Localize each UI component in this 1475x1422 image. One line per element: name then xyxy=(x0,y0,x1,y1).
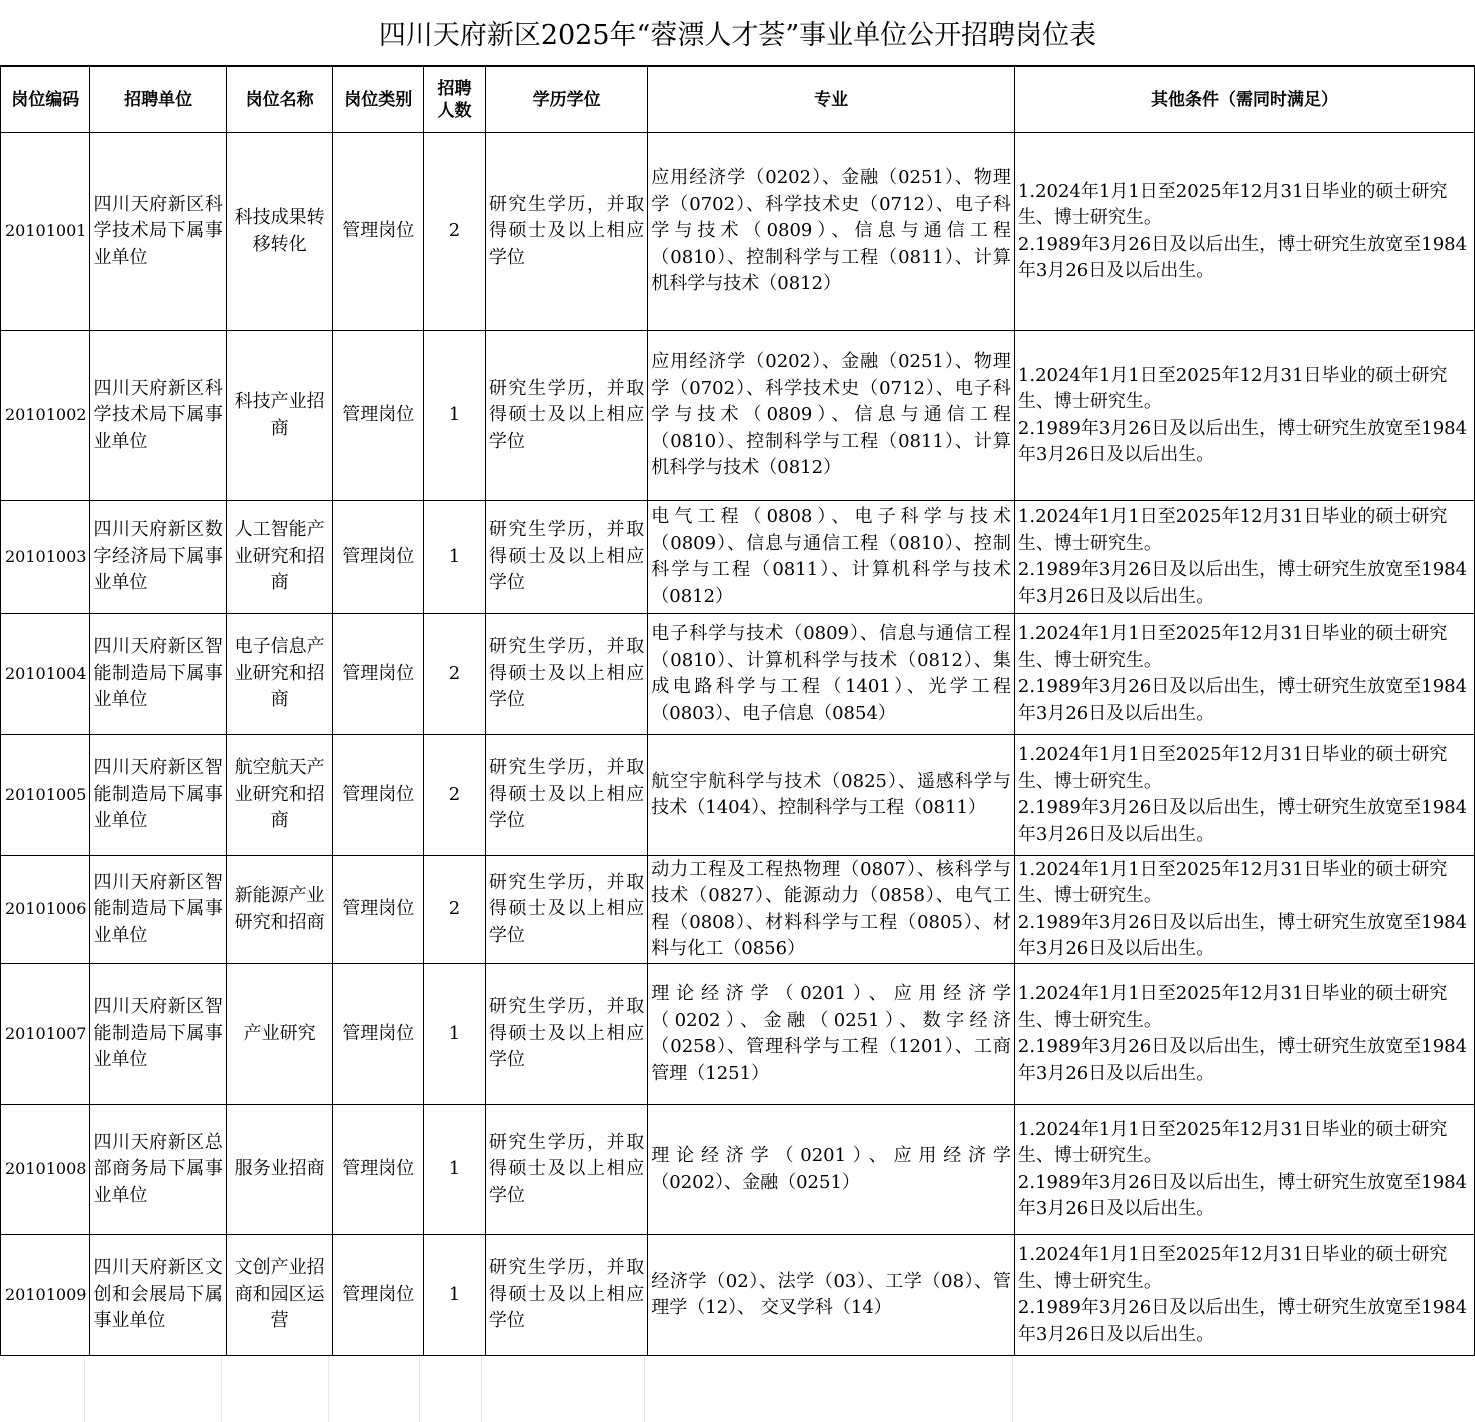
cell-major: 应用经济学（0202）、金融（0251）、物理学（0702）、科学技术史（0712）、电子科学与技术（0809）、信息与通信工程（0810）、控制科学与工程（0811）、计算机科学与技术（0812） xyxy=(648,331,1015,501)
table-row xyxy=(1,856,1475,964)
cell-edu: 研究生学历，并取得硕士及以上相应学位 xyxy=(485,501,647,614)
condition-other2: 2.1989年3月26日及以后出生，博士研究生放宽至1984年3月26日及以后出生。 xyxy=(1017,676,1468,724)
table-row xyxy=(1,1105,1475,1235)
cell-count: 1 xyxy=(424,1105,486,1235)
condition-other2: 2.1989年3月26日及以后出生，博士研究生放宽至1984年3月26日及以后出生。 xyxy=(1017,797,1468,845)
cell-category: 管理岗位 xyxy=(333,1235,424,1356)
cell-count: 2 xyxy=(424,614,486,735)
empty-trailing-row xyxy=(0,1356,1475,1422)
header-edu: 学历学位 xyxy=(485,67,647,133)
cell-category: 管理岗位 xyxy=(333,964,424,1105)
cell-edu: 研究生学历，并取得硕士及以上相应学位 xyxy=(485,964,647,1105)
cell-major: 航空宇航科学与技术（0825）、遥感科学与技术（1404）、控制科学与工程（0811） xyxy=(648,735,1015,856)
cell-code: 20101001 xyxy=(1,133,90,331)
cell-edu: 研究生学历，并取得硕士及以上相应学位 xyxy=(485,331,647,501)
cell-other xyxy=(1014,1235,1474,1356)
cell-major: 电子科学与技术（0809）、信息与通信工程（0810）、计算机科学与技术（0812）、集成电路科学与工程（1401）、光学工程（0803）、电子信息（0854） xyxy=(648,614,1015,735)
condition-other1: 1.2024年1月1日至2025年12月31日毕业的硕士研究生、博士研究生。 xyxy=(1017,180,1448,228)
cell-other xyxy=(1014,1105,1474,1235)
cell-category: 管理岗位 xyxy=(333,331,424,501)
cell-count: 1 xyxy=(424,501,486,614)
condition-other1: 1.2024年1月1日至2025年12月31日毕业的硕士研究生、博士研究生。 xyxy=(1017,744,1448,792)
cell-code: 20101002 xyxy=(1,331,90,501)
cell-unit: 四川天府新区总部商务局下属事业单位 xyxy=(90,1105,226,1235)
cell-category: 管理岗位 xyxy=(333,735,424,856)
cell-code: 20101003 xyxy=(1,501,90,614)
cell-edu: 研究生学历，并取得硕士及以上相应学位 xyxy=(485,856,647,964)
cell-post: 产业研究 xyxy=(226,964,333,1105)
table-row xyxy=(1,964,1475,1105)
header-count-line1: 招聘 xyxy=(437,78,472,99)
table-row xyxy=(1,331,1475,501)
cell-other xyxy=(1014,856,1474,964)
cell-count: 2 xyxy=(424,735,486,856)
cell-category: 管理岗位 xyxy=(333,1105,424,1235)
condition-other1: 1.2024年1月1日至2025年12月31日毕业的硕士研究生、博士研究生。 xyxy=(1017,1118,1448,1166)
cell-count: 2 xyxy=(424,856,486,964)
cell-major: 经济学（02）、法学（03）、工学（08）、管理学（12）、 交叉学科（14） xyxy=(648,1235,1015,1356)
cell-other xyxy=(1014,614,1474,735)
cell-post: 科技产业招商 xyxy=(226,331,333,501)
cell-unit: 四川天府新区智能制造局下属事业单位 xyxy=(90,614,226,735)
cell-unit: 四川天府新区文创和会展局下属事业单位 xyxy=(90,1235,226,1356)
cell-major: 理论经济学（0201）、应用经济学（0202）、金融（0251）、数字经济（0258）、管理科学与工程（1201）、工商管理（1251） xyxy=(648,964,1015,1105)
header-row xyxy=(1,67,1475,133)
cell-post: 电子信息产业研究和招商 xyxy=(226,614,333,735)
header-post: 岗位名称 xyxy=(226,67,333,133)
cell-code: 20101007 xyxy=(1,964,90,1105)
condition-other2: 2.1989年3月26日及以后出生，博士研究生放宽至1984年3月26日及以后出生。 xyxy=(1017,911,1468,959)
header-category: 岗位类别 xyxy=(333,67,424,133)
header-other: 其他条件（需同时满足） xyxy=(1014,67,1474,133)
condition-other2: 2.1989年3月26日及以后出生，博士研究生放宽至1984年3月26日及以后出生。 xyxy=(1017,1036,1468,1084)
header-count-line2: 人数 xyxy=(437,100,472,121)
cell-category: 管理岗位 xyxy=(333,856,424,964)
cell-post: 人工智能产业研究和招商 xyxy=(226,501,333,614)
cell-edu: 研究生学历，并取得硕士及以上相应学位 xyxy=(485,1105,647,1235)
cell-count: 1 xyxy=(424,331,486,501)
table-row xyxy=(1,614,1475,735)
cell-unit: 四川天府新区智能制造局下属事业单位 xyxy=(90,735,226,856)
header-major: 专业 xyxy=(648,67,1015,133)
cell-other xyxy=(1014,331,1474,501)
cell-post: 科技成果转移转化 xyxy=(226,133,333,331)
cell-unit: 四川天府新区数字经济局下属事业单位 xyxy=(90,501,226,614)
condition-other1: 1.2024年1月1日至2025年12月31日毕业的硕士研究生、博士研究生。 xyxy=(1017,858,1448,906)
cell-edu: 研究生学历，并取得硕士及以上相应学位 xyxy=(485,133,647,331)
cell-count: 1 xyxy=(424,1235,486,1356)
condition-other1: 1.2024年1月1日至2025年12月31日毕业的硕士研究生、博士研究生。 xyxy=(1017,506,1448,554)
condition-other1: 1.2024年1月1日至2025年12月31日毕业的硕士研究生、博士研究生。 xyxy=(1017,364,1448,412)
cell-unit: 四川天府新区科学技术局下属事业单位 xyxy=(90,331,226,501)
cell-edu: 研究生学历，并取得硕士及以上相应学位 xyxy=(485,735,647,856)
table-row xyxy=(1,735,1475,856)
cell-code: 20101004 xyxy=(1,614,90,735)
cell-major: 应用经济学（0202）、金融（0251）、物理学（0702）、科学技术史（0712）、电子科学与技术（0809）、信息与通信工程（0810）、控制科学与工程（0811）、计算机科学与技术（0812） xyxy=(648,133,1015,331)
condition-other2: 2.1989年3月26日及以后出生，博士研究生放宽至1984年3月26日及以后出生。 xyxy=(1017,417,1468,465)
page-title: 四川天府新区2025年“蓉漂人才荟”事业单位公开招聘岗位表 xyxy=(0,0,1475,66)
header-code: 岗位编码 xyxy=(1,67,90,133)
cell-other xyxy=(1014,964,1474,1105)
cell-edu: 研究生学历，并取得硕士及以上相应学位 xyxy=(485,1235,647,1356)
cell-major: 理论经济学（0201）、应用经济学（0202）、金融（0251） xyxy=(648,1105,1015,1235)
header-count xyxy=(424,67,486,133)
cell-post: 文创产业招商和园区运营 xyxy=(226,1235,333,1356)
condition-other2: 2.1989年3月26日及以后出生，博士研究生放宽至1984年3月26日及以后出生。 xyxy=(1017,233,1468,281)
header-unit: 招聘单位 xyxy=(90,67,226,133)
cell-unit: 四川天府新区科学技术局下属事业单位 xyxy=(90,133,226,331)
cell-edu: 研究生学历，并取得硕士及以上相应学位 xyxy=(485,614,647,735)
cell-major: 动力工程及工程热物理（0807）、核科学与技术（0827）、能源动力（0858）、电气工程（0808）、材料科学与工程（0805）、材料与化工（0856） xyxy=(648,856,1015,964)
condition-other1: 1.2024年1月1日至2025年12月31日毕业的硕士研究生、博士研究生。 xyxy=(1017,1244,1448,1292)
cell-count: 1 xyxy=(424,964,486,1105)
table-row xyxy=(1,1235,1475,1356)
condition-other2: 2.1989年3月26日及以后出生，博士研究生放宽至1984年3月26日及以后出生。 xyxy=(1017,1297,1468,1345)
condition-other2: 2.1989年3月26日及以后出生，博士研究生放宽至1984年3月26日及以后出生。 xyxy=(1017,1171,1468,1219)
cell-code: 20101009 xyxy=(1,1235,90,1356)
cell-category: 管理岗位 xyxy=(333,133,424,331)
cell-category: 管理岗位 xyxy=(333,501,424,614)
cell-other xyxy=(1014,735,1474,856)
condition-other1: 1.2024年1月1日至2025年12月31日毕业的硕士研究生、博士研究生。 xyxy=(1017,623,1448,671)
condition-other1: 1.2024年1月1日至2025年12月31日毕业的硕士研究生、博士研究生。 xyxy=(1017,983,1448,1031)
cell-code: 20101005 xyxy=(1,735,90,856)
cell-unit: 四川天府新区智能制造局下属事业单位 xyxy=(90,856,226,964)
cell-other xyxy=(1014,501,1474,614)
cell-other xyxy=(1014,133,1474,331)
cell-post: 服务业招商 xyxy=(226,1105,333,1235)
cell-unit: 四川天府新区智能制造局下属事业单位 xyxy=(90,964,226,1105)
cell-count: 2 xyxy=(424,133,486,331)
table-row xyxy=(1,133,1475,331)
table-row xyxy=(1,501,1475,614)
cell-major: 电气工程（0808）、电子科学与技术（0809）、信息与通信工程（0810）、控制科学与工程（0811）、计算机科学与技术（0812） xyxy=(648,501,1015,614)
cell-post: 航空航天产业研究和招商 xyxy=(226,735,333,856)
cell-code: 20101006 xyxy=(1,856,90,964)
cell-post: 新能源产业研究和招商 xyxy=(226,856,333,964)
recruitment-table xyxy=(0,66,1475,1356)
cell-category: 管理岗位 xyxy=(333,614,424,735)
cell-code: 20101008 xyxy=(1,1105,90,1235)
condition-other2: 2.1989年3月26日及以后出生，博士研究生放宽至1984年3月26日及以后出生。 xyxy=(1017,559,1468,607)
